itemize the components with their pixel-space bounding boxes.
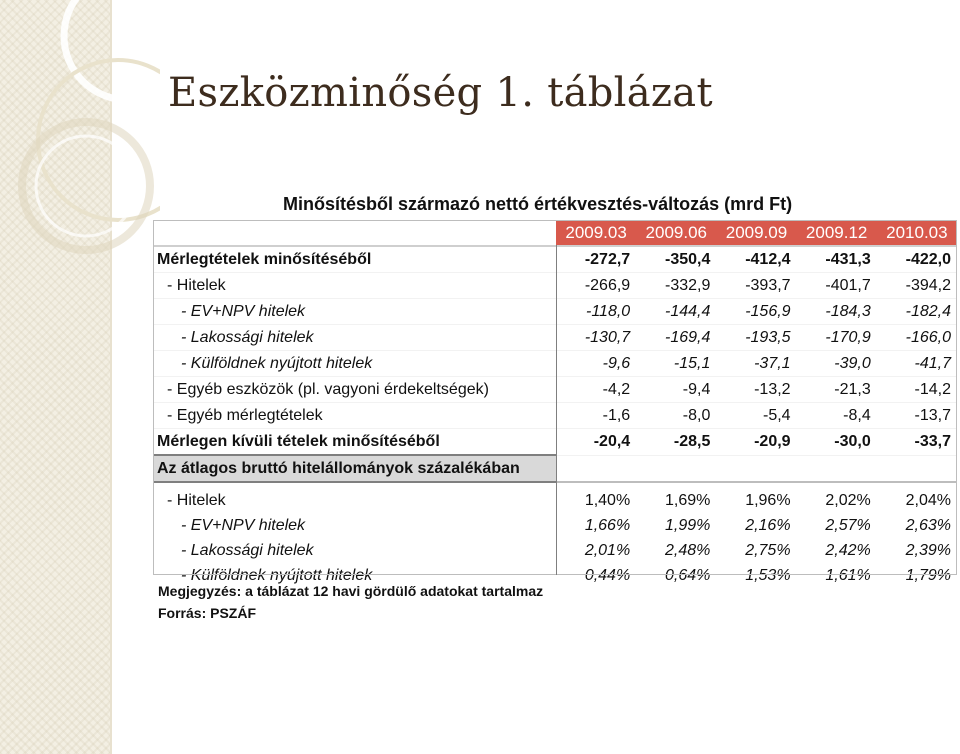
row-value: -332,9 bbox=[636, 273, 716, 299]
section-blank-cell bbox=[556, 455, 957, 482]
row-value: -39,0 bbox=[797, 351, 877, 377]
row-value: -431,3 bbox=[797, 246, 877, 273]
table-title: Minősítésből származó nettó értékvesztés-változás (mrd Ft) bbox=[283, 194, 793, 214]
row-label: - Egyéb mérlegtételek bbox=[153, 403, 556, 429]
table-source: Forrás: PSZÁF bbox=[158, 605, 257, 621]
row-value: 1,66% bbox=[584, 516, 631, 534]
year-header: 2009.06 bbox=[636, 220, 716, 246]
table-row bbox=[153, 429, 957, 456]
table-row bbox=[153, 273, 957, 299]
row-value: 1,69% bbox=[665, 491, 711, 509]
table-row bbox=[153, 538, 957, 563]
row-value: 2,63% bbox=[905, 516, 951, 534]
row-value: 0,44% bbox=[584, 566, 631, 584]
row-label: - Lakossági hitelek bbox=[153, 325, 556, 351]
year-header: 2009.09 bbox=[716, 220, 796, 246]
row-value: 2,16% bbox=[745, 516, 791, 534]
row-value: -184,3 bbox=[797, 299, 877, 325]
row-value: -14,2 bbox=[877, 377, 957, 403]
row-value: -8,4 bbox=[797, 403, 877, 429]
row-value: -130,7 bbox=[556, 325, 636, 351]
row-value: 2,48% bbox=[665, 541, 711, 559]
year-header: 2009.12 bbox=[797, 220, 877, 246]
table-row bbox=[153, 299, 957, 325]
row-value: -5,4 bbox=[716, 403, 796, 429]
row-label: - Hitelek bbox=[153, 273, 556, 299]
row-value: 2,57% bbox=[825, 516, 871, 534]
row-value: 1,40% bbox=[584, 491, 631, 509]
row-label: Mérlegen kívüli tételek minősítéséből bbox=[153, 429, 556, 456]
row-value: -9,6 bbox=[556, 351, 636, 377]
row-value: -28,5 bbox=[636, 429, 716, 456]
slide-title: Eszközminőség 1. táblázat bbox=[168, 70, 713, 116]
table-row bbox=[153, 246, 957, 273]
row-label: - Külföldnek nyújtott hitelek bbox=[153, 351, 556, 377]
row-value: -166,0 bbox=[877, 325, 957, 351]
section-header-row bbox=[153, 455, 957, 482]
row-value: -37,1 bbox=[716, 351, 796, 377]
year-header: 2009.03 bbox=[556, 220, 636, 246]
row-label: Mérlegtételek minősítéséből bbox=[153, 246, 556, 273]
row-value: -412,4 bbox=[716, 246, 796, 273]
row-value: -41,7 bbox=[877, 351, 957, 377]
row-value: 1,79% bbox=[905, 566, 951, 584]
row-value: -266,9 bbox=[556, 273, 636, 299]
row-label: - EV+NPV hitelek bbox=[153, 299, 556, 325]
row-value: 2,04% bbox=[905, 491, 951, 509]
row-value: 2,42% bbox=[825, 541, 871, 559]
row-value: -193,5 bbox=[716, 325, 796, 351]
row-value: -8,0 bbox=[636, 403, 716, 429]
row-value: 2,02% bbox=[825, 491, 871, 509]
section-label: Az átlagos bruttó hitelállományok százalékában bbox=[153, 455, 556, 482]
table-row bbox=[153, 488, 957, 513]
table-footnotes bbox=[158, 580, 543, 624]
row-value: -170,9 bbox=[797, 325, 877, 351]
row-value: -13,2 bbox=[716, 377, 796, 403]
row-value: -4,2 bbox=[556, 377, 636, 403]
table-note: Megjegyzés: a táblázat 12 havi gördülő adatokat tartalmaz bbox=[158, 583, 544, 599]
row-label: - Egyéb eszközök (pl. vagyoni érdekeltségek) bbox=[153, 377, 556, 403]
row-value: -156,9 bbox=[716, 299, 796, 325]
row-value: 1,61% bbox=[825, 566, 871, 584]
row-value: 1,99% bbox=[665, 516, 711, 534]
row-value: -21,3 bbox=[797, 377, 877, 403]
header-blank-cell bbox=[153, 220, 556, 246]
row-value: -1,6 bbox=[556, 403, 636, 429]
row-value: -15,1 bbox=[636, 351, 716, 377]
table-row bbox=[153, 377, 957, 403]
decorative-circles bbox=[0, 0, 160, 260]
row-value: -30,0 bbox=[797, 429, 877, 456]
row-value: -20,9 bbox=[716, 429, 796, 456]
table-row bbox=[153, 325, 957, 351]
table-row bbox=[153, 513, 957, 538]
row-label: - Külföldnek nyújtott hitelek bbox=[181, 566, 373, 584]
row-value: -33,7 bbox=[877, 429, 957, 456]
row-value: -169,4 bbox=[636, 325, 716, 351]
year-header: 2010.03 bbox=[877, 220, 957, 246]
row-value: -9,4 bbox=[636, 377, 716, 403]
row-value: -182,4 bbox=[877, 299, 957, 325]
year-header-row bbox=[153, 220, 957, 246]
row-value: -401,7 bbox=[797, 273, 877, 299]
row-value: -118,0 bbox=[556, 299, 636, 325]
row-value: 2,39% bbox=[905, 541, 951, 559]
row-value: -422,0 bbox=[877, 246, 957, 273]
row-value: -20,4 bbox=[556, 429, 636, 456]
data-table bbox=[153, 220, 957, 588]
row-value: 1,96% bbox=[745, 491, 791, 509]
row-value: -394,2 bbox=[877, 273, 957, 299]
row-value: 0,64% bbox=[665, 566, 711, 584]
row-value: -393,7 bbox=[716, 273, 796, 299]
row-label: - Lakossági hitelek bbox=[181, 541, 314, 559]
row-value: 1,53% bbox=[745, 566, 791, 584]
table-row bbox=[153, 403, 957, 429]
row-value: -144,4 bbox=[636, 299, 716, 325]
row-value: -350,4 bbox=[636, 246, 716, 273]
row-value: -13,7 bbox=[877, 403, 957, 429]
row-label: - Hitelek bbox=[167, 491, 226, 509]
row-value: 2,01% bbox=[584, 541, 631, 559]
row-label: - EV+NPV hitelek bbox=[181, 516, 306, 534]
table-row bbox=[153, 351, 957, 377]
row-value: 2,75% bbox=[745, 541, 791, 559]
row-value: -272,7 bbox=[556, 246, 636, 273]
